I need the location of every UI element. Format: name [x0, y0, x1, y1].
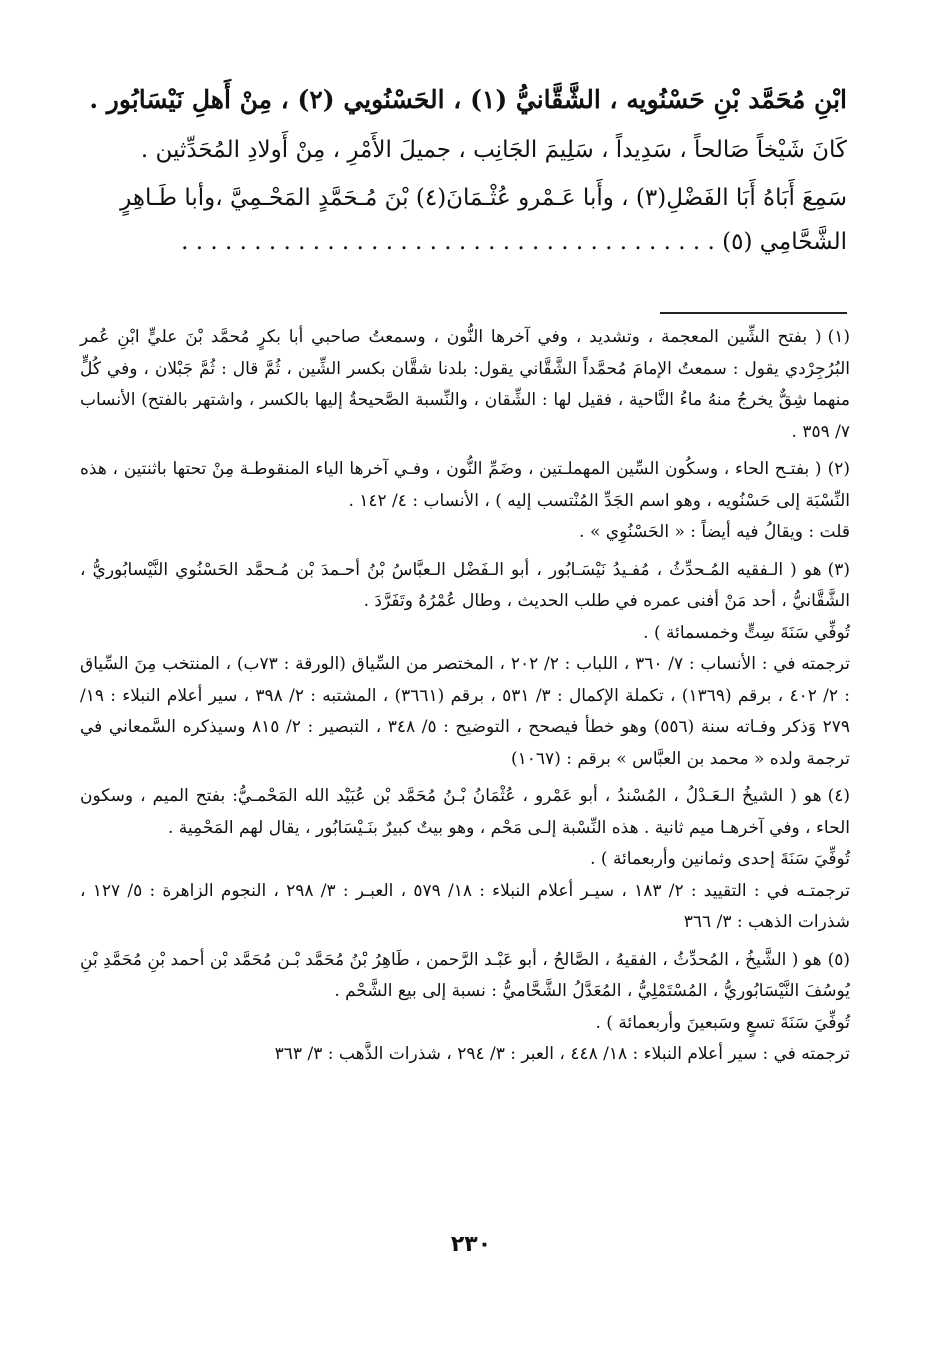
entry-heading: ابْنِ مُحَمَّد بْنِ حَسْنُويه ، الشَّقَّانيُّ (١) ، الحَسْنُويي (٢) ، مِنْ أَهلِ نَيْسَابُور . [89, 85, 847, 114]
footnotes [80, 322, 850, 1077]
footnote-death: تُوفِّيَ سَنَةَ تسعٍ وسَبعينَ وأربعمائة ) . [595, 1012, 850, 1033]
footnote-5 [80, 945, 850, 1071]
footnote-note: قلت : ويقالُ فيه أيضاً : « الحَسْنُوِي » . [579, 522, 850, 542]
page-number: ٢٣٠ [450, 1232, 492, 1257]
footnote-number: (٢) [827, 459, 850, 479]
footnote-separator [660, 312, 847, 314]
footnote-death: تُوفِّيَ سَنَةَ إحدى وثمانين وأربعمائة ) . [590, 849, 850, 869]
footnote-citations: ترجمتـه في : التقييد : ٢/ ١٨٣ ، سيـر أعلام النبلاء : ١٨/ ٥٧٩ ، العبـر : ٣/ ٢٩٨ ، النجوم الزاهرة : ٥/ ١٢٧ ، شذرات الذهب : ٣/ ٣٦٦ [80, 880, 850, 932]
footnote-text: هو ( الـفقيه المُـحدِّثُ ، مُفـيدُ نَيْسَـابُور ، أبو الـفَضْل الـعبَّاسُ بْنُ أحـمدَ بْن مُـحمَّد الحَسْنُوي النَّيْسابُوريُّ ، الشَّقَّانيُّ ، أحد مَنْ أفنى عمره في طلب الحديث ، وطال عُمْرُهُ وتَفَرَّدَ . [80, 559, 850, 611]
footnote-text: هو ( الشيخُ الـعَـدْلُ ، المُسْندُ ، أبو عَمْرو ، عُثْمَانُ بْـنُ مُحَمَّد بْن عُبَيْد الله المَحْمـيُّ: بفتح الميم ، وسكون الحاء ، وفي آخرهـا ميم ثانية . هذه النِّسْبة إلـى مَحْم ، وهو بيتٌ كبيرٌ بنَـيْسَابُور ، يقال لهم المَحْمِية . [80, 786, 850, 838]
footnote-text: ( بفتح الشِّين المعجمة ، وتشديد ، وفي آخرها النُّون ، وسمعتُ صاحبي أبا بكرٍ مُحمَّد بْنَ عليٍّ ابْنِ عُمر البُرُجِرْدي يقول : سمعتُ الإمامَ مُحمَّداً الشَّقَّاني يقول: بلدنا شقَّان بكسر الشِّين ، ثُمَّ قال : ثُمَّ جَبْلان ، وفي كُلٍّ منهما شِقٌّ يخرجُ منهُ ماءُ النَّاحية ، فقيل لها : الشِّقان ، والنِّسبة الصَّحيحةُ إليها بالكسر ، واشتهر بالفتح) الأنساب ٧/ ٣٥٩ . [80, 327, 850, 442]
footnote-number: (٤) [827, 786, 850, 806]
footnote-number: (٣) [827, 559, 850, 580]
footnote-4 [80, 781, 850, 939]
footnote-text: ( بفتـح الحاء ، وسكُون السِّين المهملـتين ، وضَمِّ النُّون ، وفـي آخرها الياء المنقوطـة مِنْ تحتها باثنتين ، هذه النِّسْبَة إلى حَسْنُويه ، وهو اسم الجَدِّ المُنْتسب إليه ) ، الأنساب : ٤/ ١٤٢ . [80, 459, 850, 511]
footnote-death: تُوفِّي سَنَةَ سِتٍّ وخمسمائة ) . [643, 622, 850, 643]
paragraph-description: كَانَ شَيْخاً صَالحاً ، سَدِيداً ، سَلِيمَ الجَانِب ، جميلَ الأَمْرِ ، مِنْ أَولادِ المُحَدِّثين . [140, 137, 847, 163]
footnote-citations: ترجمته في : الأنساب : ٧/ ٣٦٠ ، اللباب : ٢/ ٢٠٢ ، المختصر من السِّياق (الورقة : ٧٣ب) ، المنتخب مِنَ السِّياق : ٢/ ٤٠٢ ، برقم (١٣٦٩) ، تكملة الإكمال : ٣/ ٥٣١ ، برقم (٣٦٦١) ، المشتبه : ٢/ ٣٩٨ ، سير أعلام النبلاء : ١٩/ ٢٧٩ وَذكر وفـاته سنة (٥٥٦) وهو خطأ فيصحح ، التوضيح : ٥/ ٣٤٨ ، التبصير : ٢/ ٨١٥ وسيذكره السَّمعاني في ترجمة ولده « محمد بن العبَّاس » برقم : (١٠٦٧) [80, 654, 850, 769]
footnote-1 [80, 322, 850, 448]
main-text [88, 78, 847, 264]
paragraph-teachers: سَمِعَ أَبَاهُ أَبَا الفَضْلِ(٣) ، وأَبا عَـمْرو عُثْـمَانَ(٤) بْنَ مُـحَمَّدٍ المَحْـمِيَّ ،وأبا طَـاهِرٍ الشَّحَّامِي (٥) . . . . . . . . . . . . . . . . . . . . . . . . . . . . . . . . . . . . . [120, 185, 847, 255]
footnote-2 [80, 454, 850, 549]
footnote-text: هو ( الشَّيخُ ، المُحدِّثُ ، الفقيهُ ، الصَّالحُ ، أبو عَبْـد الرَّحمن ، طَاهِرُ بْنُ مُحَمَّد بْـن مُحَمَّد بْن أحمد بْنِ مُحَمَّدِ بْنِ يُوسُفَ النَّيْسَابُوريُّ ، المُسْتَمْلِيُّ ، المُعَدَّلُ الشَّحَّاميُّ : نسبة إلى بيع الشَّحْم . [80, 949, 850, 1001]
footnote-number: (١) [827, 327, 850, 347]
footnote-number: (٥) [827, 949, 850, 970]
footnote-3 [80, 555, 850, 776]
footnote-citations: ترجمته في : سير أعلام النبلاء : ١٨/ ٤٤٨ ، العبر : ٣/ ٢٩٤ ، شذرات الذَّهب : ٣/ ٣٦٣ [274, 1044, 850, 1064]
